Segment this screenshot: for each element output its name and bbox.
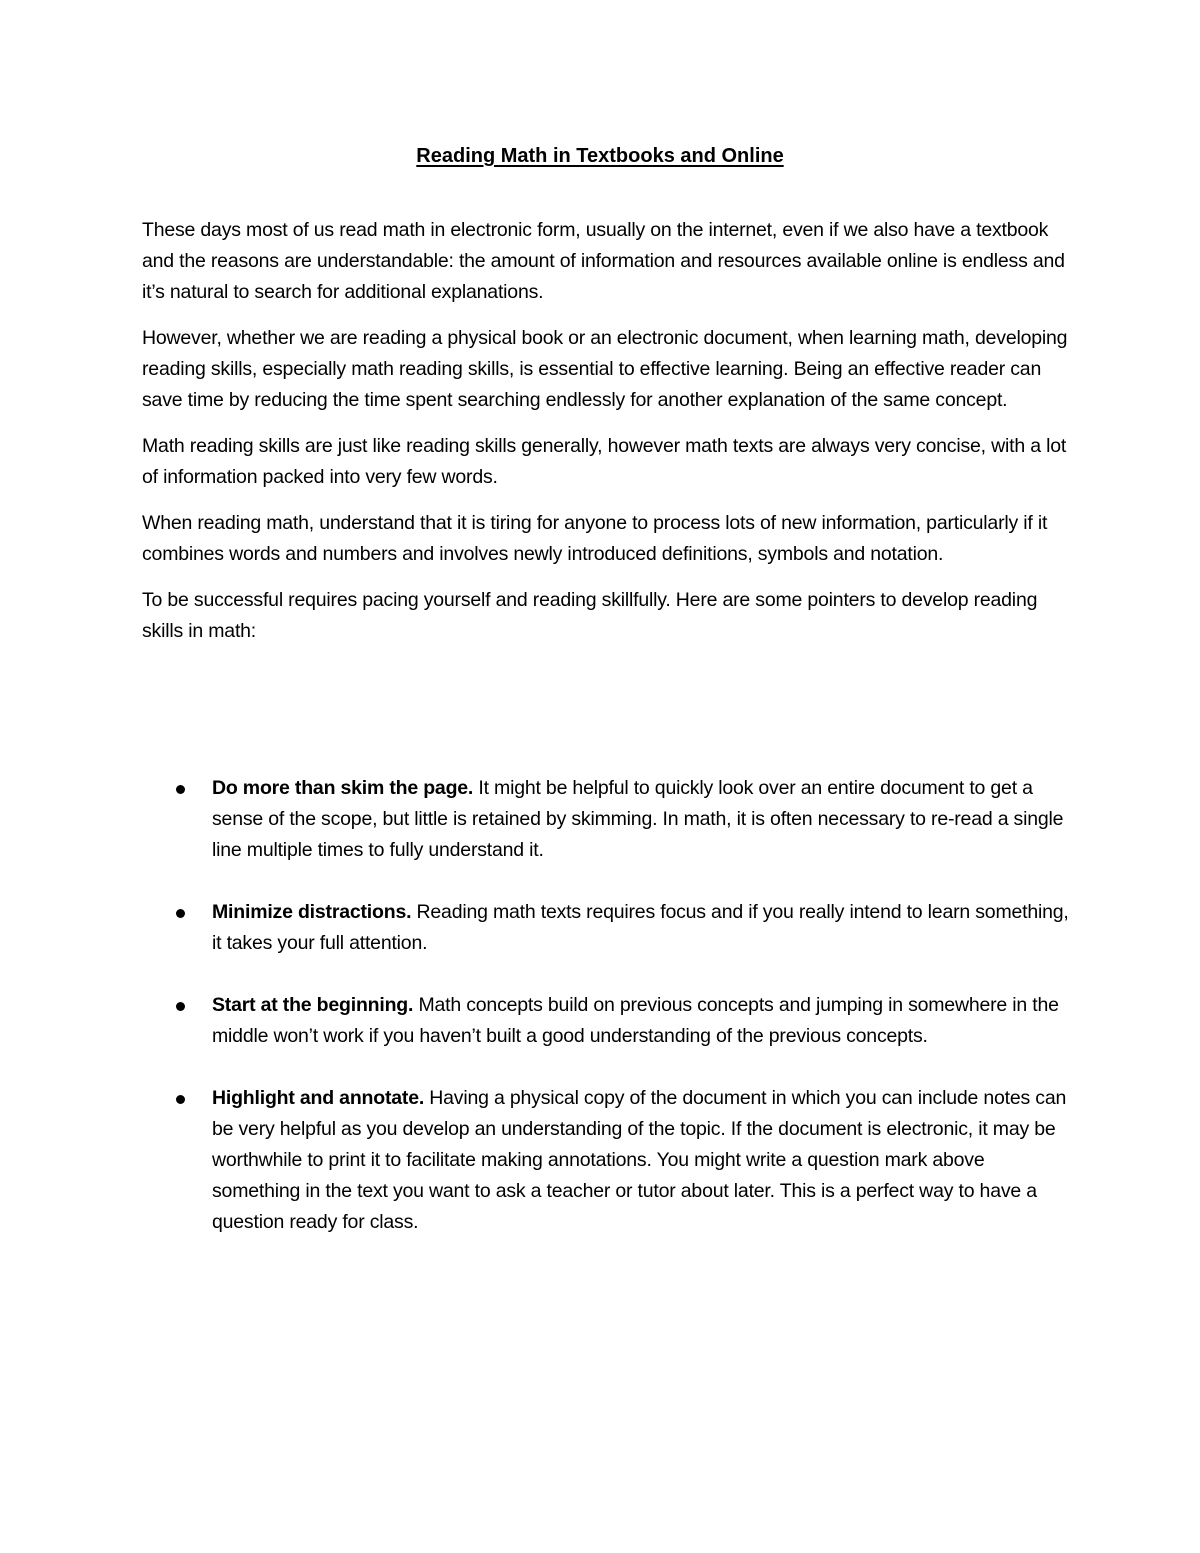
- pointer-text: It might be helpful to quickly look over an entire document to get a sense of the scope, but little is retained by skimming. In math, it is often necessary to re-read a single line multiple times to fully understand it.: [212, 777, 1064, 861]
- pointer-text: Math concepts build on previous concepts and jumping in somewhere in the middle won’t work if you haven’t built a good understanding of the previous concepts.: [212, 994, 1059, 1047]
- bullet-icon: [176, 1002, 185, 1011]
- paragraph-2: However, whether we are reading a physical book or an electronic document, when learning math, developing reading skills, especially math reading skills, is essential to effective learning. Being an effective reader can save time by reducing the time spent searching endlessly for another explanation of the same concept.: [142, 327, 1068, 411]
- bullet-icon: [176, 785, 185, 794]
- paragraph-4: When reading math, understand that it is tiring for anyone to process lots of new information, particularly if it combines words and numbers and involves newly introduced definitions, symbols and notation.: [142, 512, 1048, 565]
- pointer-heading: Highlight and annotate.: [212, 1087, 425, 1109]
- pointer-heading: Minimize distractions.: [212, 901, 412, 923]
- list-item: [142, 773, 1072, 866]
- intro-paragraphs: [142, 215, 1072, 662]
- list-item: [142, 990, 1072, 1052]
- bullet-icon: [176, 909, 185, 918]
- paragraph-5: To be successful requires pacing yourself and reading skillfully. Here are some pointers to develop reading skills in math:: [142, 589, 1038, 642]
- list-item: [142, 1083, 1072, 1238]
- pointer-text: Having a physical copy of the document in which you can include notes can be very helpful as you develop an understanding of the topic. If the document is electronic, it may be worthwhile to print it to facilitate making annotations. You might write a question mark above something in the text you want to ask a teacher or tutor about later. This is a perfect way to have a question ready for class.: [212, 1087, 1067, 1233]
- paragraph-1: These days most of us read math in electronic form, usually on the internet, even if we also have a textbook and the reasons are understandable: the amount of information and resources available online is endless and it’s natural to search for additional explanations.: [142, 219, 1065, 303]
- pointer-heading: Do more than skim the page.: [212, 777, 474, 799]
- list-item: [142, 897, 1072, 959]
- bullet-icon: [176, 1095, 185, 1104]
- page-title: Reading Math in Textbooks and Online: [416, 145, 784, 167]
- pointer-heading: Start at the beginning.: [212, 994, 414, 1016]
- pointer-text: Reading math texts requires focus and if you really intend to learn something, it takes your full attention.: [212, 901, 1069, 954]
- pointer-list: [142, 773, 1072, 1269]
- paragraph-3: Math reading skills are just like reading skills generally, however math texts are always very concise, with a lot of information packed into very few words.: [142, 435, 1067, 488]
